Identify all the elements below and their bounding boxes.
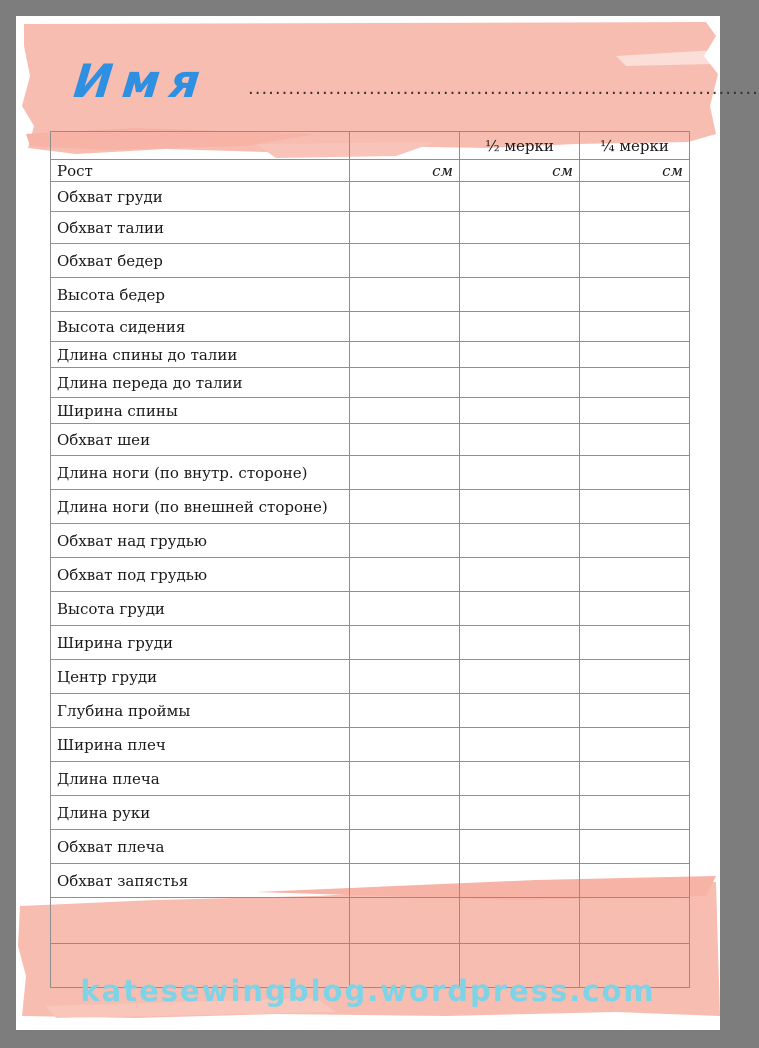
measurement-value-cell[interactable] <box>460 864 580 898</box>
measurement-value-cell[interactable] <box>460 312 580 342</box>
measurement-value-cell[interactable] <box>350 864 460 898</box>
measurement-table <box>50 131 690 988</box>
table-row <box>51 278 690 312</box>
measurement-value-cell[interactable] <box>580 864 690 898</box>
measurement-label <box>51 898 350 944</box>
table-header-row <box>51 132 690 160</box>
measurement-value-cell[interactable] <box>350 830 460 864</box>
header-cell-half: ½ мерки <box>460 132 580 160</box>
measurement-value-cell[interactable] <box>580 312 690 342</box>
measurement-value-cell[interactable] <box>580 660 690 694</box>
measurement-value-cell[interactable] <box>580 830 690 864</box>
measurement-value-cell[interactable] <box>460 898 580 944</box>
measurement-value-cell[interactable] <box>460 456 580 490</box>
measurement-value-cell[interactable] <box>460 212 580 244</box>
measurement-label: Длина ноги (по внешней стороне) <box>51 490 350 524</box>
table-row <box>51 312 690 342</box>
table-row <box>51 592 690 626</box>
measurement-value-cell[interactable] <box>580 244 690 278</box>
measurement-label: Обхват талии <box>51 212 350 244</box>
measurement-label: Ширина плеч <box>51 728 350 762</box>
measurement-value-cell[interactable] <box>350 278 460 312</box>
unit-label: см <box>350 160 460 182</box>
measurement-value-cell[interactable] <box>580 490 690 524</box>
measurement-value-cell[interactable] <box>580 342 690 368</box>
measurement-value-cell[interactable] <box>350 244 460 278</box>
measurement-label: Длина плеча <box>51 762 350 796</box>
measurement-value-cell[interactable] <box>460 762 580 796</box>
table-row <box>51 898 690 944</box>
table-row <box>51 796 690 830</box>
measurement-value-cell[interactable] <box>460 626 580 660</box>
measurement-value-cell[interactable] <box>580 898 690 944</box>
measurement-label: Обхват плеча <box>51 830 350 864</box>
measurement-value-cell[interactable] <box>580 182 690 212</box>
table-row <box>51 244 690 278</box>
table-row <box>51 368 690 398</box>
table-row <box>51 398 690 424</box>
measurement-value-cell[interactable] <box>350 796 460 830</box>
measurement-value-cell[interactable] <box>580 212 690 244</box>
measurement-label: Обхват под грудью <box>51 558 350 592</box>
blog-url-footer: katesewingblog.wordpress.com <box>80 974 656 1008</box>
table-row <box>51 490 690 524</box>
table-row <box>51 660 690 694</box>
page-title: Имя <box>71 54 213 108</box>
header-cell-quarter: ¼ мерки <box>580 132 690 160</box>
measurement-label: Высота бедер <box>51 278 350 312</box>
measurement-value-cell[interactable] <box>580 524 690 558</box>
measurement-value-cell[interactable] <box>460 660 580 694</box>
table-row <box>51 524 690 558</box>
measurement-value-cell[interactable] <box>580 456 690 490</box>
measurement-label: Центр груди <box>51 660 350 694</box>
measurement-value-cell[interactable] <box>350 660 460 694</box>
measurement-label: Глубина проймы <box>51 694 350 728</box>
table-row <box>51 558 690 592</box>
name-dotted-line: ............................................................................ <box>248 78 759 99</box>
measurement-label: Обхват над грудью <box>51 524 350 558</box>
measurement-value-cell[interactable] <box>460 490 580 524</box>
measurement-value-cell[interactable] <box>460 558 580 592</box>
measurement-value-cell[interactable] <box>350 368 460 398</box>
measurement-value-cell[interactable] <box>580 558 690 592</box>
measurement-value-cell[interactable] <box>460 244 580 278</box>
measurement-value-cell[interactable] <box>580 278 690 312</box>
measurement-value-cell[interactable] <box>350 558 460 592</box>
table-row <box>51 626 690 660</box>
measurement-value-cell[interactable] <box>350 490 460 524</box>
unit-label: см <box>460 160 580 182</box>
measurement-label: Длина ноги (по внутр. стороне) <box>51 456 350 490</box>
measurement-value-cell[interactable] <box>460 182 580 212</box>
measurement-value-cell[interactable] <box>350 312 460 342</box>
measurement-label: Ширина груди <box>51 626 350 660</box>
header-cell-label <box>51 132 350 160</box>
measurement-value-cell[interactable] <box>460 796 580 830</box>
measurement-label: Длина руки <box>51 796 350 830</box>
measurement-value-cell[interactable] <box>350 762 460 796</box>
measurement-value-cell[interactable] <box>460 830 580 864</box>
measurement-value-cell[interactable] <box>580 626 690 660</box>
measurement-value-cell[interactable] <box>460 342 580 368</box>
measurement-label: Ширина спины <box>51 398 350 424</box>
measurement-value-cell[interactable] <box>350 592 460 626</box>
units-row-label: Рост <box>51 160 350 182</box>
table-row <box>51 728 690 762</box>
measurement-label: Длина спины до талии <box>51 342 350 368</box>
unit-label: см <box>580 160 690 182</box>
measurement-label: Обхват бедер <box>51 244 350 278</box>
measurement-value-cell[interactable] <box>460 424 580 456</box>
measurement-label: Высота груди <box>51 592 350 626</box>
measurement-value-cell[interactable] <box>350 398 460 424</box>
table-row <box>51 456 690 490</box>
measurement-value-cell[interactable] <box>580 368 690 398</box>
measurement-label: Обхват шеи <box>51 424 350 456</box>
measurement-label: Обхват груди <box>51 182 350 212</box>
measurement-value-cell[interactable] <box>580 424 690 456</box>
table-units-row <box>51 160 690 182</box>
table-row <box>51 182 690 212</box>
measurement-value-cell[interactable] <box>350 626 460 660</box>
measurement-label: Высота сидения <box>51 312 350 342</box>
measurement-value-cell[interactable] <box>350 182 460 212</box>
measurement-label: Длина переда до талии <box>51 368 350 398</box>
measurement-value-cell[interactable] <box>460 524 580 558</box>
measurement-value-cell[interactable] <box>580 592 690 626</box>
measurement-value-cell[interactable] <box>460 728 580 762</box>
measurement-value-cell[interactable] <box>350 524 460 558</box>
measurement-value-cell[interactable] <box>580 728 690 762</box>
measurement-value-cell[interactable] <box>460 592 580 626</box>
measurement-sheet <box>16 16 759 1030</box>
measurement-value-cell[interactable] <box>460 398 580 424</box>
measurement-label: Обхват запястья <box>51 864 350 898</box>
measurement-value-cell[interactable] <box>460 368 580 398</box>
measurement-value-cell[interactable] <box>580 762 690 796</box>
measurement-value-cell[interactable] <box>350 342 460 368</box>
table-row <box>51 342 690 368</box>
measurement-value-cell[interactable] <box>350 694 460 728</box>
table-row <box>51 424 690 456</box>
table-row <box>51 762 690 796</box>
table-row <box>51 864 690 898</box>
table-row <box>51 212 690 244</box>
measurement-value-cell[interactable] <box>580 796 690 830</box>
measurement-value-cell[interactable] <box>350 424 460 456</box>
measurement-value-cell[interactable] <box>460 694 580 728</box>
measurement-value-cell[interactable] <box>350 728 460 762</box>
measurement-value-cell[interactable] <box>580 398 690 424</box>
header-cell-full <box>350 132 460 160</box>
measurement-value-cell[interactable] <box>580 694 690 728</box>
measurement-value-cell[interactable] <box>350 456 460 490</box>
table-row <box>51 830 690 864</box>
measurement-value-cell[interactable] <box>350 212 460 244</box>
measurement-value-cell[interactable] <box>460 278 580 312</box>
measurement-value-cell[interactable] <box>350 898 460 944</box>
table-row <box>51 694 690 728</box>
